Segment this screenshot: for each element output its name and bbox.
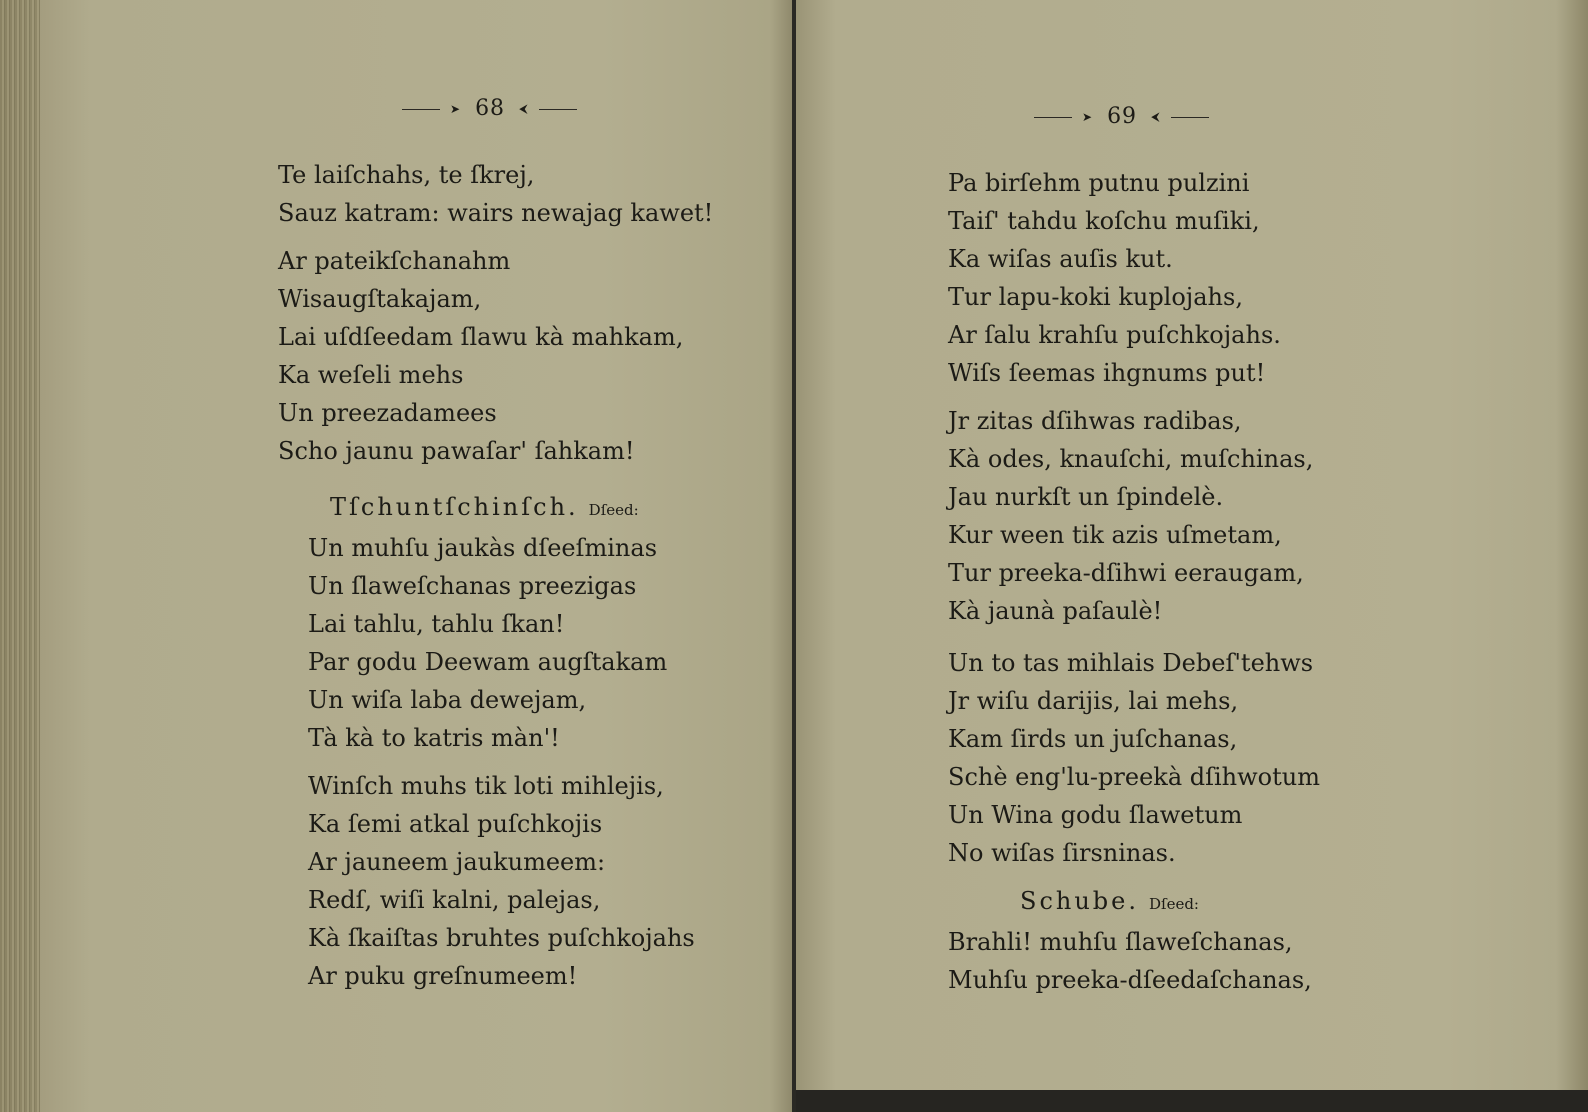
verse-line: Ar puku greſnumeem! — [308, 962, 578, 990]
verse-line: Lai uſdſeedam ſlawu kà mahkam, — [278, 323, 684, 351]
verse-line: Brahli! muhſu ſlaweſchanas, — [948, 928, 1293, 956]
verse-line: Par godu Deewam augſtakam — [308, 648, 668, 676]
verse-line: Jr wiſu darijis, lai mehs, — [948, 687, 1239, 715]
verse-line: Ka ſemi atkal puſchkojis — [308, 810, 603, 838]
verse-line: Un Wina godu ſlawetum — [948, 801, 1243, 829]
verse-line: No wiſas ſirsninas. — [948, 839, 1176, 867]
page-bottom-edge — [796, 1090, 1588, 1112]
verse-line: Jau nurkſt un ſpindelè. — [948, 483, 1224, 511]
left-section — [308, 488, 695, 995]
verse-line: Un preezadamees — [278, 399, 497, 427]
heading-text: Schube. — [1020, 887, 1139, 915]
verse-line: Tà kà to katris màn'! — [308, 724, 560, 752]
verse-line: Un muhſu jaukàs dſeeſminas — [308, 534, 658, 562]
verse-line: Ka wiſas auſis kut. — [948, 245, 1173, 273]
verse-line: Schè eng'lu-preekà dſihwotum — [948, 763, 1320, 791]
verse-line: Scho jaunu pawaſar' ſahkam! — [278, 437, 635, 465]
verse-line: Un to tas mihlais Debeſ'tehws — [948, 649, 1314, 677]
verse-line: Jr zitas dſihwas radibas, — [948, 407, 1242, 435]
verse-line: Ar jauneem jaukumeem: — [308, 848, 606, 876]
verse-line: Kà odes, knauſchi, muſchinas, — [948, 445, 1314, 473]
verse-line: Kà jaunà paſaulè! — [948, 597, 1163, 625]
section-heading — [948, 882, 1320, 923]
verse-line: Kam ſirds un juſchanas, — [948, 725, 1238, 753]
verse-line: Pa birſehm putnu pulzini — [948, 169, 1250, 197]
verse-line: Taiſ' tahdu koſchu muſiki, — [948, 207, 1260, 235]
verse-line: Ar pateikſchanahm — [278, 247, 511, 275]
heading-note: Dſeed: — [1149, 895, 1199, 913]
verse-line: Kà ſkaiſtas bruhtes puſchkojahs — [308, 924, 695, 952]
verse-line: Kur ween tik azis uſmetam, — [948, 521, 1282, 549]
verse-line: Tur lapu-koki kuplojahs, — [948, 283, 1243, 311]
verse-line: Sauz katram: wairs newajag kawet! — [278, 199, 714, 227]
verse-line: Wiſs ſeemas ihgnums put! — [948, 359, 1266, 387]
page-number-left: ➤ 68 ⮜ — [392, 96, 587, 121]
heading-text: Tſchuntſchinſch. — [330, 493, 579, 521]
verse-line: Un ſlaweſchanas preezigas — [308, 572, 637, 600]
verse-line: Ka weſeli mehs — [278, 361, 464, 389]
verse-line: Muhſu preeka-dſeedaſchanas, — [948, 966, 1312, 994]
section-heading — [308, 488, 695, 529]
page-number-text: 69 — [1107, 104, 1138, 129]
verse-line: Un wiſa laba dewejam, — [308, 686, 587, 714]
verse-line: Tur preeka-dſihwi eeraugam, — [948, 559, 1304, 587]
left-text-block — [278, 156, 713, 470]
left-page — [0, 0, 792, 1112]
right-text-block — [948, 164, 1320, 999]
verse-line: Wisaugſtakajam, — [278, 285, 482, 313]
heading-note: Dſeed: — [588, 501, 639, 519]
verse-line: Lai tahlu, tahlu ſkan! — [308, 610, 565, 638]
page-number-right: ➤ 69 ⮜ — [1024, 104, 1219, 129]
page-number-text: 68 — [475, 96, 506, 121]
verse-line: Te laiſchahs, te ſkrej, — [278, 161, 535, 189]
right-page — [796, 0, 1588, 1112]
page-edge — [0, 0, 40, 1112]
verse-line: Ar ſalu krahſu puſchkojahs. — [948, 321, 1281, 349]
verse-line: Winſch muhs tik loti mihlejis, — [308, 772, 664, 800]
verse-line: Redſ, wiſi kalni, palejas, — [308, 886, 601, 914]
